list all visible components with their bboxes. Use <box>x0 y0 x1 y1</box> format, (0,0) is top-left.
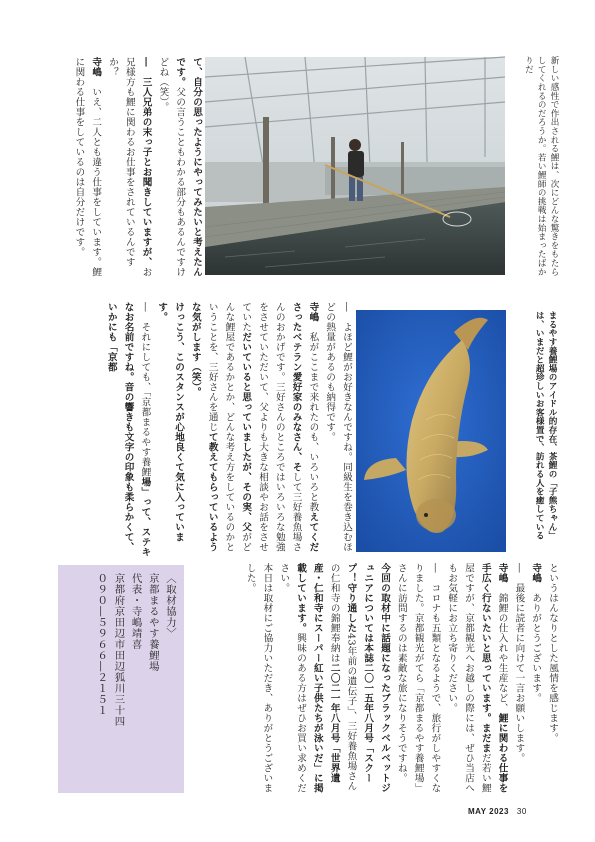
issue-label: MAY 2023 <box>468 807 509 816</box>
photo-caption-top: 新しい感性で作出される鯉は、次にどんな驚きをもたらしてくれるのだろうか。若い鯉師の挑戦は始まったばかりだ <box>523 56 559 276</box>
photo-caption-middle: まるやす養鯉場のアイドル的存在、茶鯉の「子熊ちゃん」は、いまだと超珍しいお客様置で、訪れる人を癒している <box>534 311 557 540</box>
credit-heading: 〈取材協力〉 <box>164 573 176 639</box>
body-text-middle-right: ― よほど鯉がお好きなんですね。同級生を巻き込むほどの熱量があるのも納得です。 寺嶋 私がここまで来れたのも、いろいろと教えてくださったベテラン愛好家のみなさん、そして三好養魚場さんのおかげです。三好さんのところではいろいろな勉強をさせていただいて、父よりも大きな相談やお話をさせていただいていると思っていましたが、その実、父がどんな鯉屋であるかとか、どんな考え方をしているのかということを、三好さんを通じて教えてもらっているような気がします（笑）。 <box>189 302 352 552</box>
body-text-middle-left: けっこう、このスタンスが心地良くて気に入っています。 ― それにしても、「京都まるやす養鯉場」って、ステキなお名前ですね。音の響きも文字の印象も柔らかくて、いかにも「京都 <box>105 302 184 558</box>
chagoi-koi-photo <box>356 310 506 552</box>
koi-pond-photo <box>205 57 505 275</box>
credit-representative: 代表・寺嶋靖喜 <box>129 573 142 650</box>
body-text-top-left: て、自分の思ったようにやってみたいと考えたんです。父の言うこともわかる部分もあるんですけどね（笑）。 ― 三人兄弟の末っ子とお聞きしていますが、お兄様方も鯉に関わるお仕事をされているんですか？ 寺嶋 いえ、二人とも違う仕事をしています。鯉に関わる仕事をしているのは自分だけです。 <box>73 57 202 277</box>
interview-credit-box <box>58 565 184 793</box>
body-text-bottom: というはんなりとした風情を感じます。 寺嶋 ありがとうございます。 ― 最後に読者に向けて一言お願いします。 寺嶋 錦鯉の仕入れや生産など、鯉に関わる仕事を手広く行ないたいと思っています。まだまだ若い鯉屋ですが、京都観光へお越しの際には、ぜひ当店へもお気軽にお立ち寄りください。 ― コロナも五類となるようで、旅行がしやすくなりました。京都観光がてら「京都まるやす養鯉場」さんに訪問するのは素敵な旅になりそうですね。 今回の取材中に話題になったブラックベルベットジュニアについては本誌二〇一五年八月号「スクープ！守り通した43年前の遺伝子」、三好養魚場さんの仁和寺の錦鯉奉納は二〇二一年八月号「世界遺産・仁和寺にスーパー紅い子供たちが泳いだ」に掲載しています。興味のある方はぜひお買い求めください。 本日は取材にご協力いただき、ありがとうございました。 <box>244 563 558 793</box>
credit-business-name: 京都まるやす養鯉場 <box>146 573 159 672</box>
credit-phone: ０９０―５９６６―２１５１ <box>95 573 108 716</box>
credit-address: 京都府京田辺市田辺狐川三十四 <box>112 573 125 727</box>
page-folio <box>468 807 527 816</box>
page-number: 30 <box>516 807 527 816</box>
